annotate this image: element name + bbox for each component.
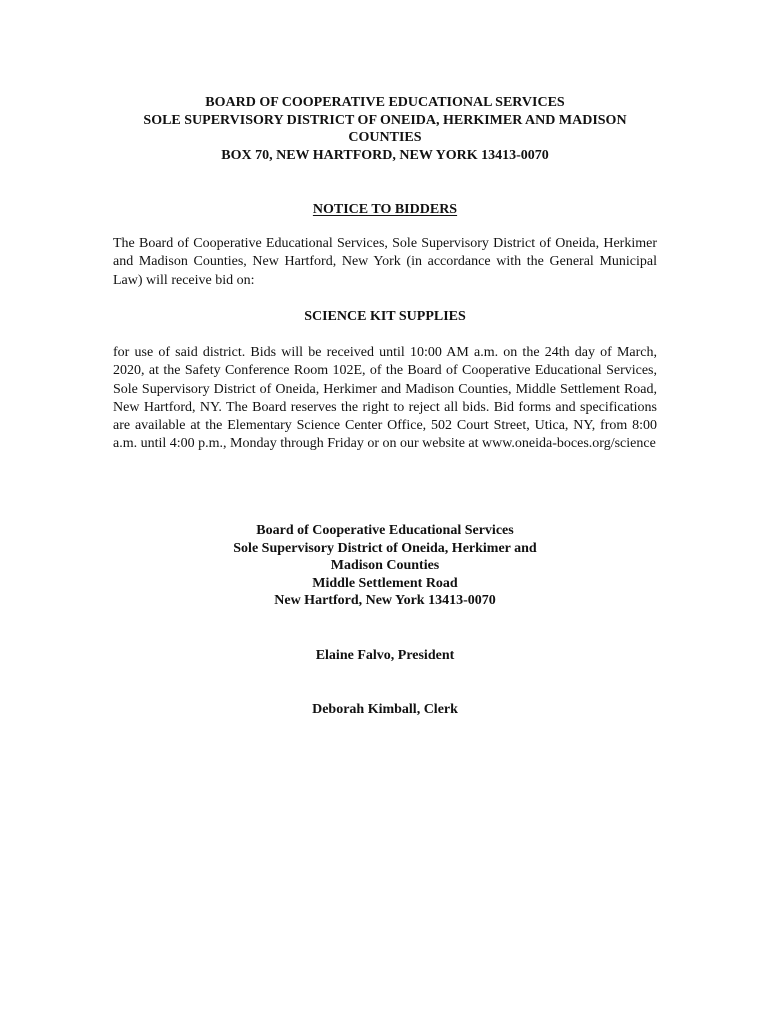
signature-line-district: Sole Supervisory District of Oneida, Herkimer and [233,540,537,556]
president-name: Elaine Falvo, President [315,648,455,663]
header-line-organization: BOARD OF COOPERATIVE EDUCATIONAL SERVICES [205,95,565,110]
document-header [112,94,658,164]
signature-line-road: Middle Settlement Road [312,575,458,591]
bid-item-title: SCIENCE KIT SUPPLIES [304,309,466,324]
signature-block [112,522,658,610]
signature-line-counties: Madison Counties [330,558,440,574]
notice-details-paragraph: for use of said district. Bids will be received until 10:00 AM a.m. on the 24th day of March, 2020, at the Safety Conference Room 102E, of the Board of Cooperative Educational Services, Sole Supervisory District of Oneida, Herkimer and Madison Counties, Middle Settlement Road, New Hartford, NY. The Board reserves the right to reject all bids. Bid forms and specifications are available at the Elementary Science Center Office, 502 Court Street, Utica, NY, from 8:00 a.m. until 4:00 p.m., Monday through Friday or on our website at www.oneida-boces.org/science [113,345,657,452]
signature-line-city: New Hartford, New York 13413-0070 [274,593,496,609]
header-line-counties: COUNTIES [348,130,422,146]
notice-title [112,201,658,218]
header-line-district: SOLE SUPERVISORY DISTRICT OF ONEIDA, HERKIMER AND MADISON [143,112,627,128]
signature-line-organization: Board of Cooperative Educational Services [256,523,514,538]
clerk-name: Deborah Kimball, Clerk [312,702,458,717]
notice-intro-paragraph: The Board of Cooperative Educational Services, Sole Supervisory District of Oneida, Herkimer and Madison Counties, New Hartford, New York (in accordance with the General Municipal Law) will receive bid on: [113,236,657,288]
notice-title-text: NOTICE TO BIDDERS [312,202,458,217]
header-line-address: BOX 70, NEW HARTFORD, NEW YORK 13413-0070 [221,147,549,163]
